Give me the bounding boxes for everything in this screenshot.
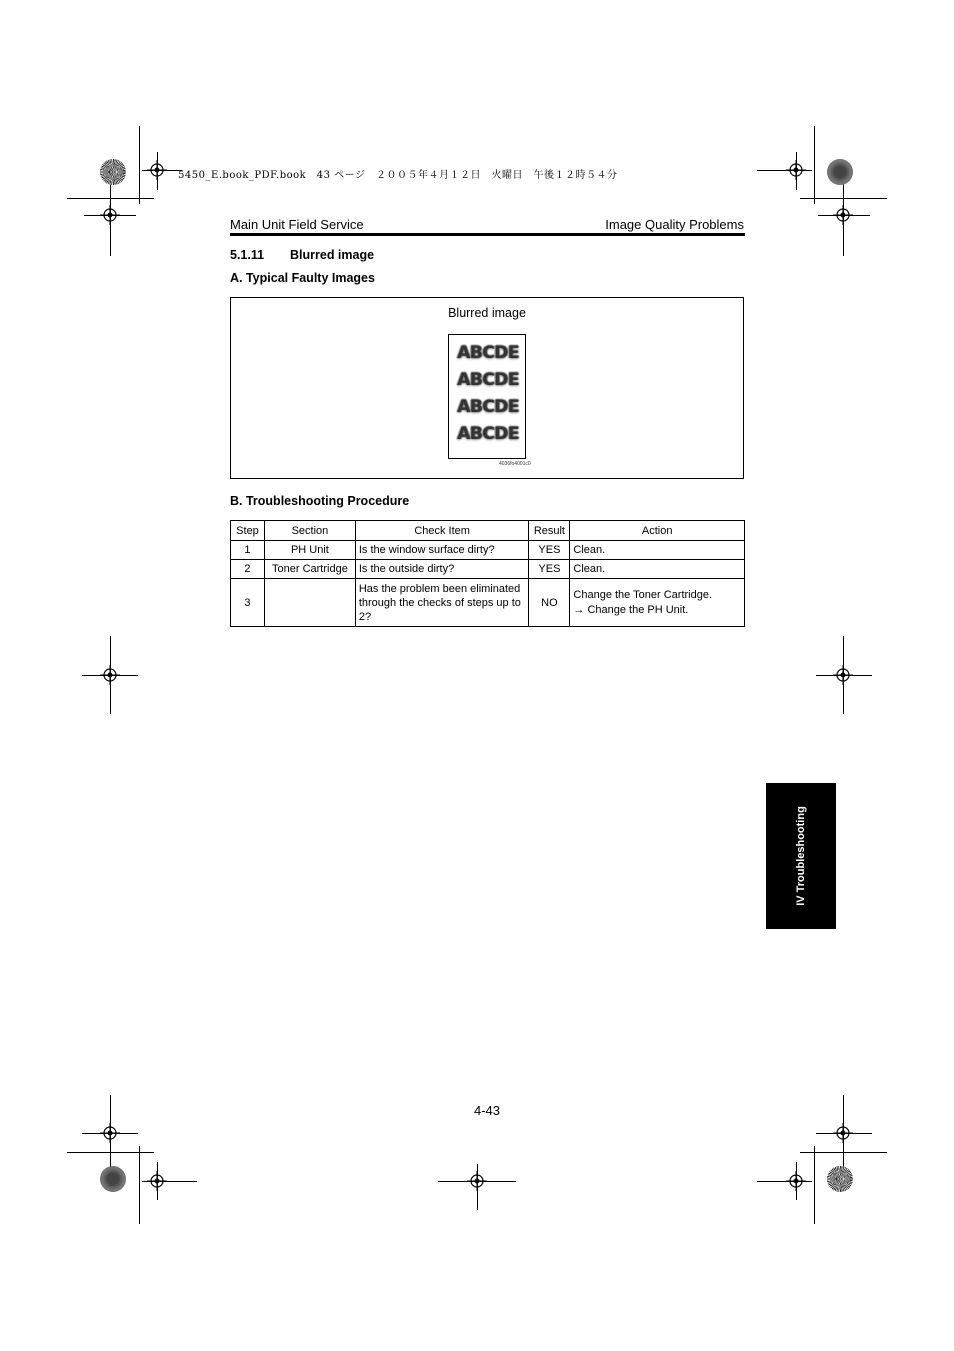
page-number: 4-43 (474, 1103, 501, 1118)
header-result: Result (529, 521, 570, 541)
action-line: Clean. (573, 563, 606, 575)
header-rule (230, 233, 745, 236)
cell-section: PH Unit (264, 541, 355, 560)
header-step: Step (231, 521, 265, 541)
registration-mark-icon (833, 665, 853, 685)
cell-action (570, 579, 745, 627)
sample-text-row: ABCDE (457, 397, 519, 417)
cell-step: 2 (231, 560, 265, 579)
registration-mark-icon (147, 1171, 167, 1191)
section-title (230, 248, 374, 262)
registration-mark-icon (100, 1123, 120, 1143)
table-row (231, 560, 745, 579)
section-number: 5.1.11 (230, 248, 265, 262)
faulty-image-figure (230, 297, 744, 479)
registration-mark-icon (100, 665, 120, 685)
cell-step: 3 (231, 579, 265, 627)
table-row (231, 541, 745, 560)
cell-step: 1 (231, 541, 265, 560)
cell-check-item: Is the window surface dirty? (355, 541, 529, 560)
subsection-b-title: B. Troubleshooting Procedure (230, 494, 410, 508)
header-action: Action (570, 521, 745, 541)
chapter-side-tab (766, 783, 836, 929)
registration-mark-icon (147, 160, 167, 180)
color-rosette-icon (827, 159, 853, 185)
color-rosette-icon (100, 159, 126, 185)
header-check-item: Check Item (355, 521, 529, 541)
troubleshooting-table (230, 520, 745, 627)
header-section: Section (264, 521, 355, 541)
side-tab-label: IV Troubleshooting (795, 806, 807, 906)
cell-section (264, 579, 355, 627)
figure-caption: Blurred image (448, 306, 526, 320)
section-title-text: Blurred image (290, 248, 375, 262)
table-header-row (231, 521, 745, 541)
sample-text-row: ABCDE (457, 424, 519, 444)
cell-section: Toner Cartridge (264, 560, 355, 579)
sample-text-row: ABCDE (457, 370, 519, 390)
sample-text-row: ABCDE (457, 343, 519, 363)
color-rosette-icon (827, 1166, 853, 1192)
subsection-a-title: A. Typical Faulty Images (230, 271, 375, 285)
registration-mark-icon (467, 1171, 487, 1191)
cell-action (570, 560, 745, 579)
cell-result: YES (529, 541, 570, 560)
registration-mark-icon (786, 160, 806, 180)
action-line: Change the Toner Cartridge. (573, 588, 713, 601)
color-rosette-icon (100, 1166, 126, 1192)
table-row (231, 579, 745, 627)
print-slug: 5450_E.book_PDF.book 43 ページ ２００５年４月１２日 火曜日 午後１２時５４分 (178, 170, 618, 181)
registration-mark-icon (833, 1123, 853, 1143)
cell-result: NO (529, 579, 570, 627)
cell-check-item: Has the problem been eliminated through the checks of steps up to 2? (355, 579, 529, 627)
cell-result: YES (529, 560, 570, 579)
blurred-sample-sheet (448, 334, 526, 459)
action-line: Clean. (573, 544, 606, 556)
figure-code: 4036fo4001c0 (499, 461, 531, 467)
cell-check-item: Is the outside dirty? (355, 560, 529, 579)
running-header-right: Image Quality Problems (605, 217, 744, 232)
cell-action (570, 541, 745, 560)
running-header-left: Main Unit Field Service (230, 217, 364, 232)
action-line: → Change the PH Unit. (573, 603, 689, 616)
registration-mark-icon (786, 1171, 806, 1191)
